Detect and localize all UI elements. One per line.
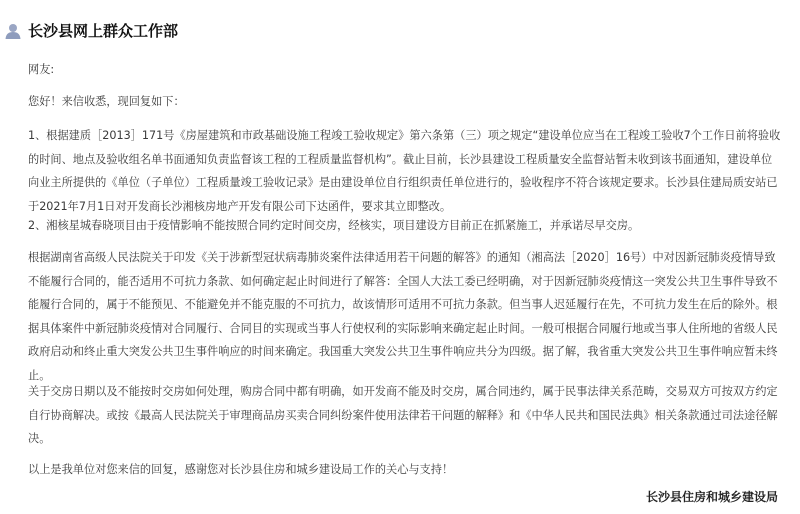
org-name: 长沙县网上群众工作部 [28,22,179,40]
letter-paragraph-1: 1、根据建质［2013］171号《房屋建筑和市政基础设施工程竣工验收规定》第六条第（三）项之规定“建设单位应当在工程竣工验收7个工作日前将验收的时间、地点及验收组名单书面通知负责监督该工程的工程质量监督机构”。截止目前，长沙县建设工程质量安全监督站暂未收到该书面通知，建设单位向业主所提供的《单位（子单位）工程质量竣工验收记录》是由建设单位自行组织责任单位进行的，验收程序不符合该规定要求。长沙县住建局质安站已于2021年7月1日对开发商长沙湘核房地产开发有限公司下达函件，要求其立即整改。 [28,129,781,213]
letter-paragraph-3: 根据湖南省高级人民法院关于印发《关于涉新型冠状病毒肺炎案件法律适用若干问题的解答》的通知（湘高法［2020］16号）中对因新冠肺炎疫情导致不能履行合同的，能否适用不可抗力条款、如何确定起止时间进行了解答：全国人大法工委已经明确，对于因新冠肺炎疫情这一突发公共卫生事件导致不能履行合同的，属于不能预见、不能避免并不能克服的不可抗力，故该情形可适用不可抗力条款。但当事人迟延履行在先，不可抗力发生在后的除外。根据具体案件中新冠肺炎疫情对合同履行、合同目的实现或当事人行使权利的实际影响来确定起止时间。一般可根据合同履行地或当事人住所地的省级人民政府启动和终止重大突发公共卫生事件响应的时间来确定。我国重大突发公共卫生事件响应共分为四级。据了解，我省重大突发公共卫生事件响应暂未终止。 [28,251,778,382]
letter-opening: 您好！来信收悉，现回复如下： [28,95,185,108]
reply-header [0,0,800,44]
letter-signature: 长沙县住房和城乡建设局 [645,490,778,504]
letter-paragraph-4: 关于交房日期以及不能按时交房如何处理，购房合同中都有明确，如开发商不能及时交房，属合同违约，属于民事法律关系范畴，交易双方可按双方约定自行协商解决。或按《最高人民法院关于审理商品房买卖合同纠纷案件使用法律若干问题的解释》和《中华人民共和国民法典》相关条款通过司法途径解决。 [28,385,778,445]
letter-paragraph-2: 2、湘核星城春晓项目由于疫情影响不能按照合同约定时间交房，经核实，项目建设方目前正在抓紧施工，并承诺尽早交房。 [28,219,640,232]
letter-closing: 以上是我单位对您来信的回复，感谢您对长沙县住房和城乡建设局工作的关心与支持！ [28,463,454,476]
letter-greeting: 网友: [28,63,55,76]
person-icon [4,22,22,40]
